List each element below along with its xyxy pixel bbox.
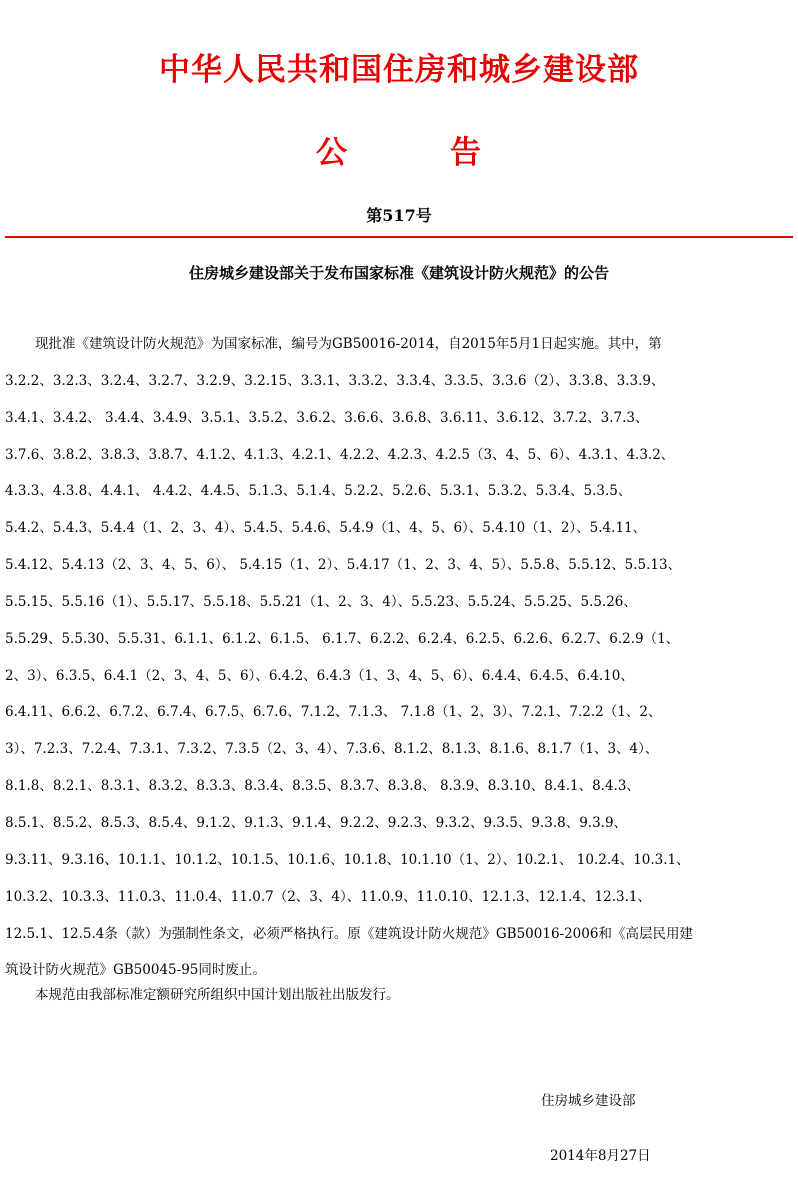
body-line: 5.5.29、5.5.30、5.5.31、6.1.1、6.1.2、6.1.5、 6.1.7、6.2.2、6.2.4、6.2.5、6.2.6、6.2.7、6.2.9（1、 [5,630,680,647]
announcement-body [5,332,793,995]
body-line: 3）、7.2.3、7.2.4、7.3.1、7.3.2、7.3.5（2、3、4）、7.3.6、8.1.2、8.1.3、8.1.6、8.1.7（1、3、4）、 [5,741,659,758]
body-line: 3.2.2、3.2.3、3.2.4、3.2.7、3.2.9、3.2.15、3.3.1、3.3.2、3.3.4、3.3.5、3.3.6（2）、3.3.8、3.3.9、 [5,372,665,389]
body-line: 现批准《建筑设计防火规范》为国家标准，编号为GB50016-2014，自2015年5月1日起实施。其中，第 [35,336,662,352]
document-number: 第517号 [366,206,432,225]
body-line: 5.4.2、5.4.3、5.4.4（1、2、3、4）、5.4.5、5.4.6、5.4.9（1、4、5、6）、5.4.10（1、2）、5.4.11、 [5,520,647,537]
body-line: 3.4.1、3.4.2、 3.4.4、3.4.9、3.5.1、3.5.2、3.6.2、3.6.6、3.6.8、3.6.11、3.6.12、3.7.2、3.7.3、 [5,409,649,426]
issue-date: 2014年8月27日 [550,1148,651,1164]
announcement-char-gao: 告 [450,135,481,171]
ministry-heading: 中华人民共和国住房和城乡建设部 [159,52,639,88]
body-line: 10.3.2、10.3.3、11.0.3、11.0.4、11.0.7（2、3、4）、11.0.9、11.0.10、12.1.3、12.1.4、12.3.1、 [5,888,651,905]
body-line: 8.1.8、8.2.1、8.3.1、8.3.2、8.3.3、8.3.4、8.3.5、8.3.7、8.3.8、 8.3.9、8.3.10、8.4.1、8.4.3、 [5,778,640,795]
body-line: 2、3）、6.3.5、6.4.1（2、3、4、5、6）、6.4.2、6.4.3（1、3、4、5、6）、6.4.4、6.4.5、6.4.10、 [5,667,634,684]
body-line: 12.5.1、12.5.4条（款）为强制性条文，必须严格执行。原《建筑设计防火规范》GB50016-2006和《高层民用建 [5,925,693,942]
publisher-paragraph: 本规范由我部标准定额研究所组织中国计划出版社出版发行。 [35,987,400,1003]
body-line: 5.4.12、5.4.13（2、3、4、5、6）、 5.4.15（1、2）、5.4.17（1、2、3、4、5）、5.5.8、5.5.12、5.5.13、 [5,557,682,574]
announcement-title: 住房城乡建设部关于发布国家标准《建筑设计防火规范》的公告 [188,264,609,282]
body-line: 4.3.3、4.3.8、4.4.1、 4.4.2、4.4.5、5.1.3、5.1.4、5.2.2、5.2.6、5.3.1、5.3.2、5.3.4、5.3.5、 [5,483,632,500]
red-divider [5,236,793,238]
body-line: 6.4.11、6.6.2、6.7.2、6.7.4、6.7.5、6.7.6、7.1.2、7.1.3、 7.1.8（1、2、3）、7.2.1、7.2.2（1、2、 [5,704,662,721]
announcement-char-gong: 公 [316,135,347,171]
body-line: 5.5.15、5.5.16（1）、5.5.17、5.5.18、5.5.21（1、2、3、4）、5.5.23、5.5.24、5.5.25、5.5.26、 [5,593,637,610]
body-line: 3.7.6、3.8.2、3.8.3、3.8.7、4.1.2、4.1.3、4.2.1、4.2.2、4.2.3、4.2.5（3、4、5、6）、4.3.1、4.3.2、 [5,446,675,463]
signer: 住房城乡建设部 [541,1093,636,1109]
body-line: 9.3.11、9.3.16、10.1.1、10.1.2、10.1.5、10.1.6、10.1.8、10.1.10（1、2）、10.2.1、 10.2.4、10.3.1、 [5,851,690,868]
body-line: 8.5.1、8.5.2、8.5.3、8.5.4、9.1.2、9.1.3、9.1.4、9.2.2、9.2.3、9.3.2、9.3.5、9.3.8、9.3.9、 [5,814,628,831]
body-line: 筑设计防火规范》GB50045-95同时废止。 [5,962,266,979]
